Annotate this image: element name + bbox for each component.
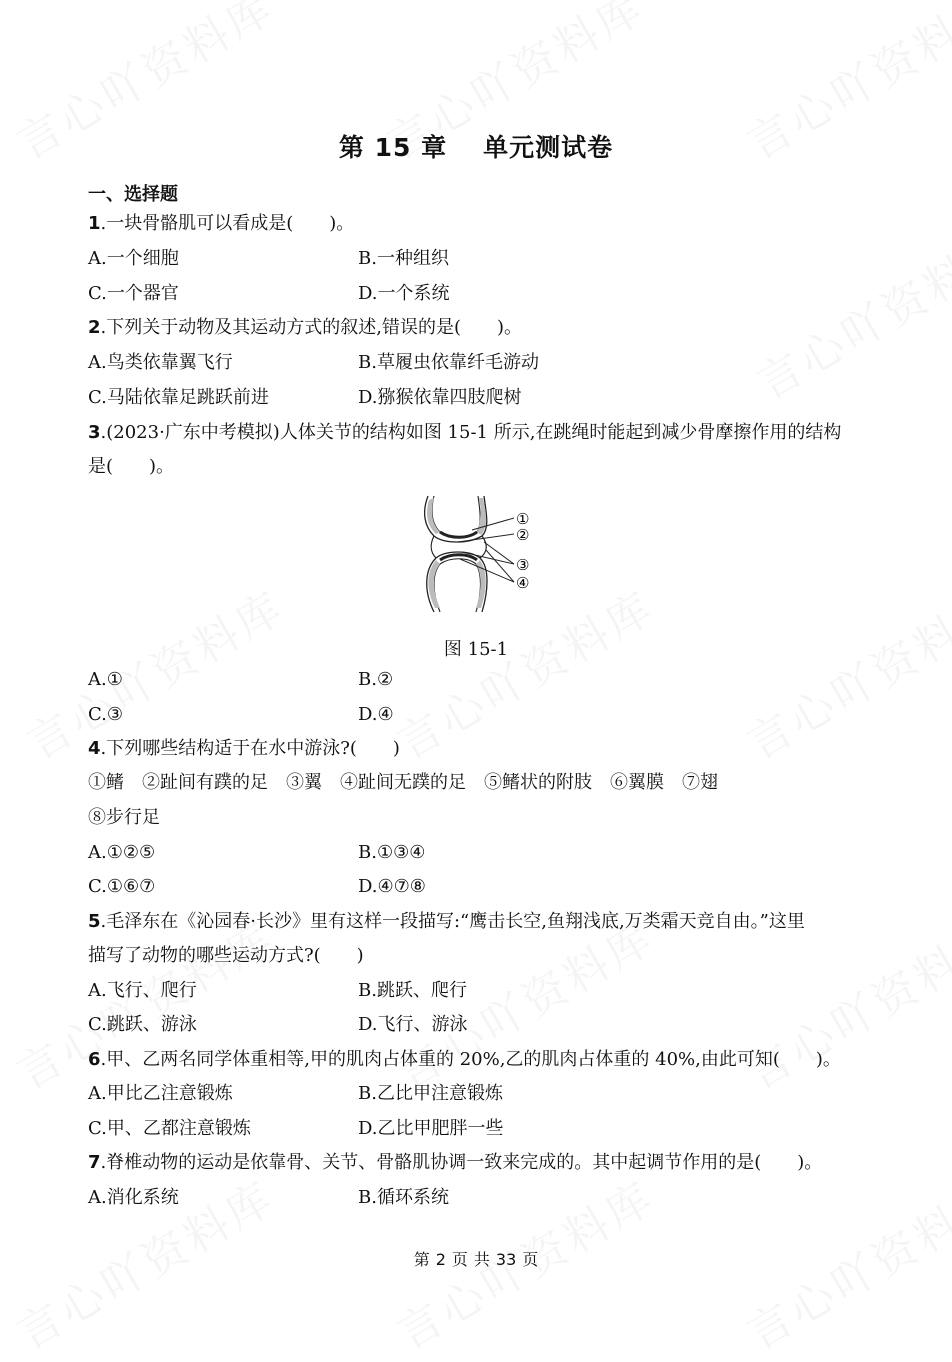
- q6-option-b: B.乙比甲注意锻炼: [358, 1083, 503, 1104]
- q6-option-a: A.甲比乙注意锻炼: [88, 1083, 233, 1104]
- q6-option-c: C.甲、乙都注意锻炼: [88, 1118, 251, 1139]
- q5-option-c: C.跳跃、游泳: [88, 1014, 197, 1035]
- total-pages: 33: [495, 1250, 517, 1269]
- q1-option-d: D.一个系统: [358, 283, 450, 304]
- question-4: 4.下列哪些结构适于在水中游泳?( ): [88, 738, 400, 759]
- figure-label-4: ④: [516, 574, 530, 592]
- watermark: [743, 212, 952, 411]
- joint-diagram: [410, 492, 550, 617]
- q7-option-b: B.循环系统: [358, 1187, 449, 1208]
- question-5: 5.毛泽东在《沁园春·长沙》里有这样一段描写:“鹰击长空,鱼翔浅底,万类霜天竞自由。”这里: [88, 911, 805, 932]
- q7-option-a: A.消化系统: [88, 1187, 179, 1208]
- figure-caption: 图 15-1: [443, 639, 509, 660]
- watermark: [733, 572, 952, 771]
- chapter-number: 第 15 章: [338, 133, 448, 162]
- question-7: 7.脊椎动物的运动是依靠骨、关节、骨骼肌协调一致来完成的。其中起调节作用的是( )。: [88, 1152, 823, 1173]
- page-footer: 第 2 页 共 33 页: [413, 1250, 539, 1269]
- q4-items-cont: ⑧步行足: [88, 807, 160, 828]
- question-3: 3.(2023·广东中考模拟)人体关节的结构如图 15-1 所示,在跳绳时能起到减少骨摩擦作用的结构: [88, 422, 842, 443]
- figure-label-3: ③: [516, 556, 530, 574]
- q4-option-a: A.①②⑤: [88, 842, 156, 863]
- question-6: 6.甲、乙两名同学体重相等,甲的肌肉占体重的 20%,乙的肌肉占体重的 40%,由此可知( )。: [88, 1049, 841, 1070]
- q3-option-d: D.④: [358, 704, 394, 725]
- q3-option-a: A.①: [88, 669, 123, 690]
- section-heading: 一、选择题: [88, 184, 178, 205]
- q3-option-c: C.③: [88, 704, 123, 725]
- chapter-name: 单元测试卷: [483, 133, 614, 162]
- q1-option-a: A.一个细胞: [88, 248, 179, 269]
- q5-option-a: A.飞行、爬行: [88, 980, 197, 1001]
- q2-option-b: B.草履虫依靠纤毛游动: [358, 352, 539, 373]
- question-5-cont: 描写了动物的哪些运动方式?( ): [88, 945, 364, 966]
- q4-option-c: C.①⑥⑦: [88, 876, 156, 897]
- question-2: 2.下列关于动物及其运动方式的叙述,错误的是( )。: [88, 317, 523, 338]
- q1-option-c: C.一个器官: [88, 283, 179, 304]
- q2-option-d: D.猕猴依靠四肢爬树: [358, 387, 522, 408]
- q6-option-d: D.乙比甲肥胖一些: [358, 1118, 504, 1139]
- q4-option-d: D.④⑦⑧: [358, 876, 426, 897]
- q2-option-a: A.鸟类依靠翼飞行: [88, 352, 233, 373]
- q1-option-b: B.一种组织: [358, 248, 449, 269]
- q5-option-b: B.跳跃、爬行: [358, 980, 467, 1001]
- q4-items: ①鳍 ②趾间有蹼的足 ③翼 ④趾间无蹼的足 ⑤鳍状的附肢 ⑥翼膜 ⑦翅: [88, 772, 718, 793]
- figure-label-1: ①: [516, 510, 530, 528]
- question-1: 1.一块骨骼肌可以看成是( )。: [88, 213, 355, 234]
- q4-option-b: B.①③④: [358, 842, 426, 863]
- q3-option-b: B.②: [358, 669, 394, 690]
- q5-option-d: D.飞行、游泳: [358, 1014, 468, 1035]
- page-title: [0, 128, 952, 164]
- question-3-cont: 是( )。: [88, 456, 175, 477]
- q2-option-c: C.马陆依靠足跳跃前进: [88, 387, 269, 408]
- figure-label-2: ②: [516, 526, 530, 544]
- current-page: 2: [435, 1250, 446, 1269]
